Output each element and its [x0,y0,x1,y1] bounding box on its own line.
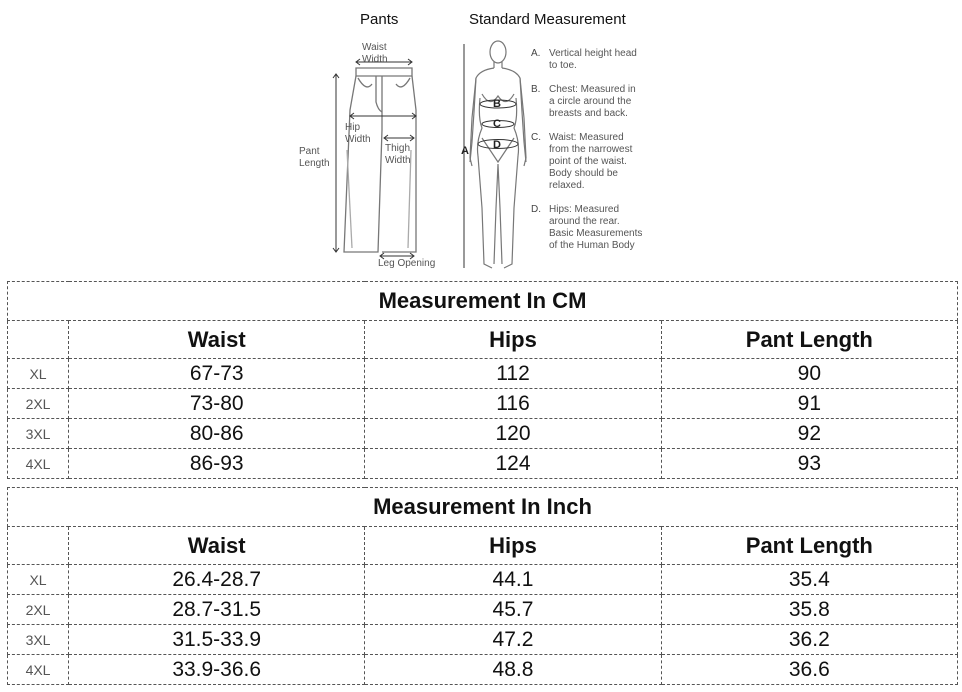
hips-value: 124 [365,449,661,479]
body-letter-d: D [493,139,501,151]
waist-value: 26.4-28.7 [69,565,365,595]
size-label: 2XL [8,595,69,625]
waist-value: 33.9-36.6 [69,655,365,685]
size-label: XL [8,565,69,595]
header-waist: Waist [69,527,365,565]
leg-opening-label: Leg Opening [378,258,436,269]
note-a-letter: A. [531,48,541,59]
size-label: 2XL [8,389,69,419]
hips-value: 47.2 [365,625,661,655]
header-waist: Waist [69,321,365,359]
standard-measurement-heading: Standard Measurement [469,11,626,28]
table-header-row [8,527,958,565]
header-size [8,527,69,565]
size-label: 4XL [8,655,69,685]
header-pant-length: Pant Length [661,527,957,565]
pant-length-value: 36.2 [661,625,957,655]
header-size [8,321,69,359]
waist-width-label-2: Width [362,54,388,65]
hips-value: 45.7 [365,595,661,625]
table-row [8,625,958,655]
hips-value: 116 [365,389,661,419]
note-d-letter: D. [531,204,541,215]
hips-value: 112 [365,359,661,389]
header-pant-length: Pant Length [661,321,957,359]
pant-length-value: 35.8 [661,595,957,625]
thigh-width-label-2: Width [385,155,411,166]
table-row [8,449,958,479]
size-label: XL [8,359,69,389]
table-row [8,359,958,389]
table-header-row [8,321,958,359]
size-label: 3XL [8,625,69,655]
pant-length-value: 93 [661,449,957,479]
hip-width-label-1: Hip [345,122,361,133]
size-table-inch [7,487,958,685]
table-title: Measurement In CM [8,282,958,321]
body-letter-b: B [493,98,501,110]
table-row [8,419,958,449]
pant-length-value: 92 [661,419,957,449]
waist-value: 31.5-33.9 [69,625,365,655]
pant-length-value: 91 [661,389,957,419]
size-label: 4XL [8,449,69,479]
body-illustration [460,38,540,274]
header-hips: Hips [365,321,661,359]
note-a-text: Vertical height head to toe. [549,48,637,71]
note-c-text: Waist: Measured from the narrowest point of the waist. Body should be relaxed. [549,132,633,191]
waist-value: 28.7-31.5 [69,595,365,625]
pant-length-value: 36.6 [661,655,957,685]
waist-width-label-1: Waist [362,42,387,53]
waist-value: 86-93 [69,449,365,479]
header-hips: Hips [365,527,661,565]
table-row [8,655,958,685]
note-d-text: Hips: Measured around the rear. Basic Measurements of the Human Body [549,204,643,251]
body-letter-c: C [493,118,501,130]
pant-length-label-2: Length [299,158,330,169]
note-b-text: Chest: Measured in a circle around the breasts and back. [549,84,636,119]
pant-length-label-1: Pant [299,146,320,157]
note-c-letter: C. [531,132,541,143]
pant-length-value: 90 [661,359,957,389]
hip-width-label-2: Width [345,134,371,145]
hips-value: 44.1 [365,565,661,595]
table-row [8,565,958,595]
note-b-letter: B. [531,84,541,95]
size-label: 3XL [8,419,69,449]
hips-value: 120 [365,419,661,449]
table-row [8,595,958,625]
body-letter-a: A [461,145,469,157]
size-table-cm [7,281,958,479]
waist-value: 67-73 [69,359,365,389]
waist-value: 73-80 [69,389,365,419]
table-title: Measurement In Inch [8,488,958,527]
thigh-width-label-1: Thigh [385,143,411,154]
hips-value: 48.8 [365,655,661,685]
table-row [8,389,958,419]
measurement-diagram [0,0,962,276]
waist-value: 80-86 [69,419,365,449]
pant-length-value: 35.4 [661,565,957,595]
pants-heading: Pants [360,11,399,28]
